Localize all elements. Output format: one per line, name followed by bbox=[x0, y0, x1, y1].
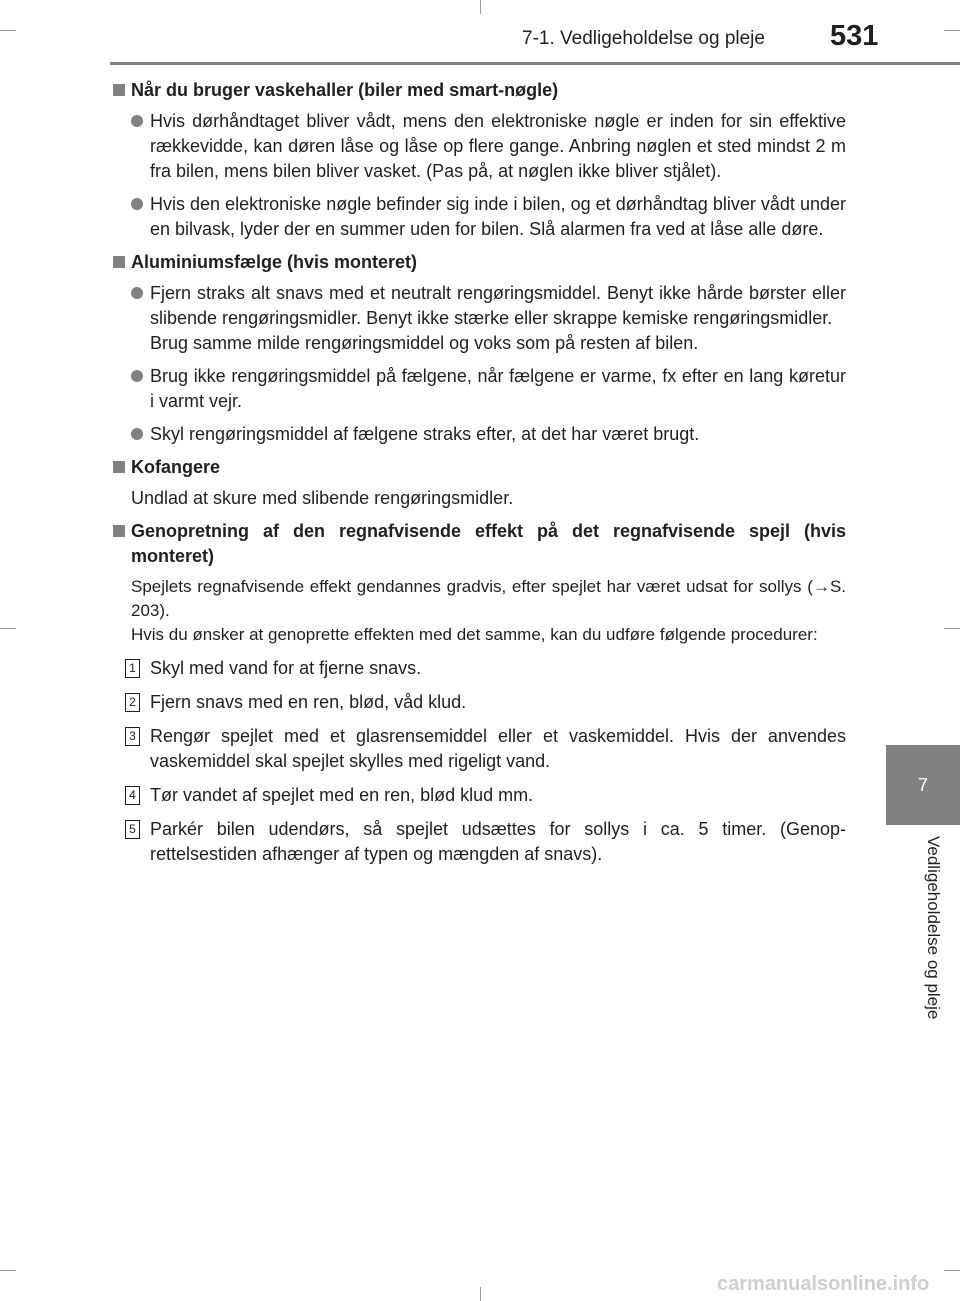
crop-mark bbox=[0, 1270, 16, 1271]
section-title: 7-1. Vedligeholdelse og pleje bbox=[522, 28, 765, 49]
circle-bullet-icon bbox=[131, 198, 143, 210]
crop-mark bbox=[944, 1270, 960, 1271]
page-number: 531 bbox=[830, 20, 879, 52]
arrow-right-icon: → bbox=[812, 577, 830, 596]
mirror-paragraph: Spejlets regnafvisende effekt gendannes gradvis, efter spejlet har været udsat for sollys (→S. 203). bbox=[131, 577, 846, 620]
circle-bullet-icon bbox=[131, 428, 143, 440]
procedure-step: 4 Tør vandet af spejlet med en ren, blød klud mm. bbox=[111, 783, 846, 808]
bullet-item: Skyl rengøringsmiddel af fælgene straks efter, at det har været brugt. bbox=[111, 422, 846, 447]
circle-bullet-icon bbox=[131, 287, 143, 299]
watermark: carmanualsonline.info bbox=[717, 1273, 930, 1295]
crop-mark bbox=[0, 30, 16, 31]
section-heading-carwash: Når du bruger vaskehaller (biler med smart-nøgle) bbox=[111, 78, 846, 103]
section-heading-mirror: Genopretning af den regnafvisende effekt på det regnafvisende spejl (hvis monteret) bbox=[111, 519, 846, 569]
square-bullet-icon bbox=[113, 84, 125, 96]
square-bullet-icon bbox=[113, 461, 125, 473]
square-bullet-icon bbox=[113, 256, 125, 268]
chapter-label: Vedligeholdelse og pleje bbox=[924, 836, 943, 1020]
square-bullet-icon bbox=[113, 525, 125, 537]
procedure-step: 3 Rengør spejlet med et glasrensemiddel eller et vaskemiddel. Hvis der anvendes vaskemiddel skal spejlet skylles med rigeligt vand. bbox=[111, 724, 846, 774]
crop-mark bbox=[480, 1287, 481, 1301]
step-number: 1 bbox=[125, 659, 140, 678]
procedure-step: 1 Skyl med vand for at fjerne snavs. bbox=[111, 656, 846, 681]
bullet-item: Hvis dørhåndtaget bliver vådt, mens den elektroniske nøgle er inden for sin effektive rækkevidde, kan døren låse og låse op flere gange. Anbring nøglen et sted mindst 2 m fra bilen, mens bilen bliver vasket. (Pas på, at nøglen ikke bliver stjålet). bbox=[111, 109, 846, 184]
bumpers-text: Undlad at skure med slibende rengøringsmidler. bbox=[131, 488, 514, 508]
crop-mark bbox=[944, 628, 960, 629]
crop-mark bbox=[944, 30, 960, 31]
section-heading-wheels: Aluminiumsfælge (hvis monteret) bbox=[111, 250, 846, 275]
procedure-step: 2 Fjern snavs med en ren, blød, våd klud. bbox=[111, 690, 846, 715]
section-heading-bumpers: Kofangere bbox=[111, 455, 846, 480]
step-number: 5 bbox=[125, 820, 140, 839]
circle-bullet-icon bbox=[131, 370, 143, 382]
page-content bbox=[111, 70, 846, 867]
step-number: 2 bbox=[125, 693, 140, 712]
mirror-paragraph: Hvis du ønsker at genoprette effekten med det samme, kan du udføre følgende procedurer: bbox=[131, 625, 818, 644]
step-number: 3 bbox=[125, 727, 140, 746]
step-number: 4 bbox=[125, 786, 140, 805]
bullet-item: Brug ikke rengøringsmiddel på fælgene, når fælgene er varme, fx efter en lang køretur i varmt vejr. bbox=[111, 364, 846, 414]
crop-mark bbox=[0, 628, 16, 629]
circle-bullet-icon bbox=[131, 115, 143, 127]
bullet-item: Fjern straks alt snavs med et neutralt rengøringsmiddel. Benyt ikke hårde børster eller slibende rengøringsmidler. Benyt ikke stærke eller skrappe kemiske rengøringsmidler. Brug samme milde rengøringsmiddel og voks som på resten af bilen. bbox=[111, 281, 846, 356]
chapter-tab: 7 bbox=[886, 745, 960, 825]
crop-mark bbox=[480, 0, 481, 14]
header-divider bbox=[110, 62, 960, 65]
bullet-item: Hvis den elektroniske nøgle befinder sig inde i bilen, og et dørhåndtag bliver vådt under en bilvask, lyder der en summer uden for bilen. Slå alarmen fra ved at låse alle døre. bbox=[111, 192, 846, 242]
procedure-step: 5 Parkér bilen udendørs, så spejlet udsættes for sollys i ca. 5 timer. (Genop-rettelsestiden afhænger af typen og mængden af snavs). bbox=[111, 817, 846, 867]
